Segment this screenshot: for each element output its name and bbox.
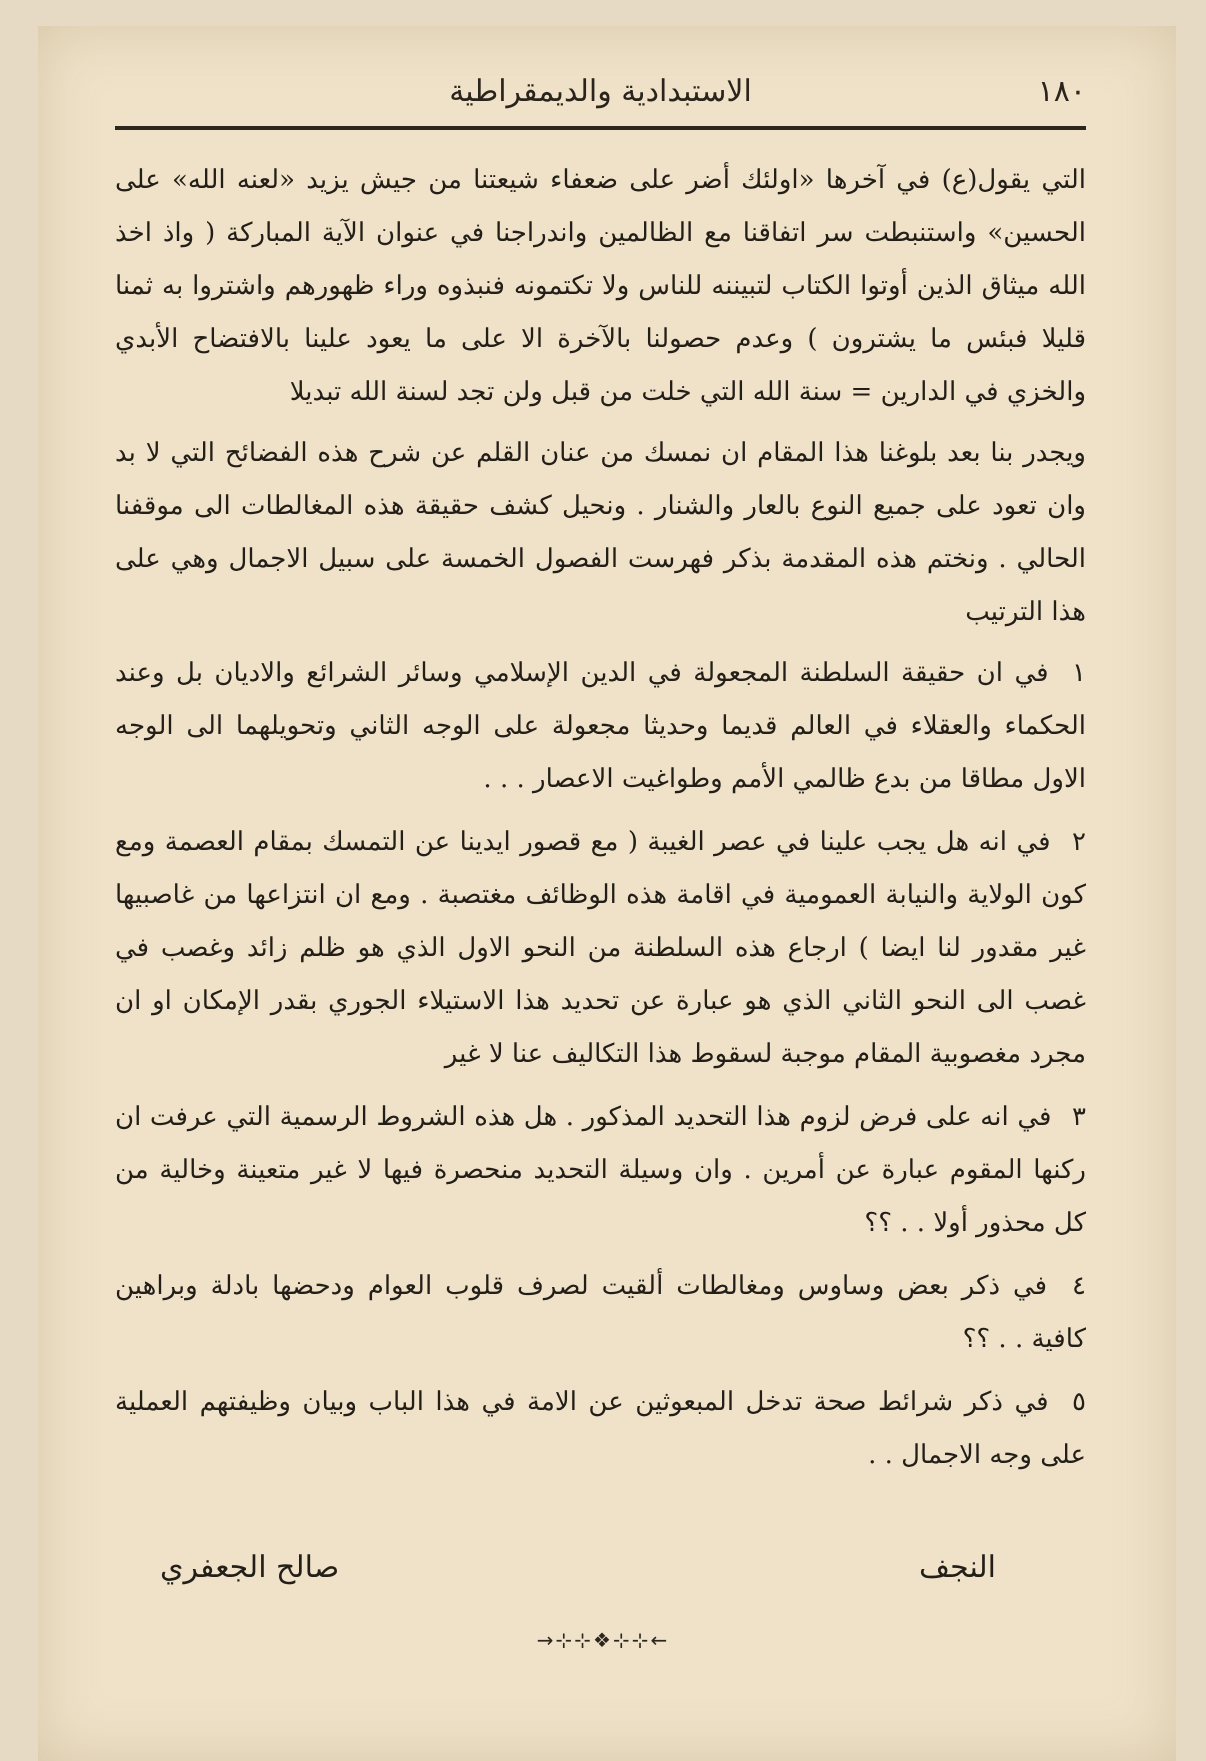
paragraph: ويجدر بنا بعد بلوغنا هذا المقام ان نمسك من عنان القلم عن شرح هذه الفضائح التي لا بد وان تعود على جميع النوع بالعار والشنار . ونحيل كشف حقيقة هذه المغالطات الى موقفنا الحالي . ونختم هذه المقدمة بذكر فهرست الفصول الخمسة على سبيل الاجمال وهي على هذا الترتيب — [115, 438, 1086, 627]
list-item — [115, 1260, 1086, 1366]
running-title: الاستبدادية والديمقراطية — [449, 74, 752, 109]
list-item-number: ٤ — [1072, 1271, 1086, 1301]
list-item-number: ٥ — [1072, 1387, 1087, 1417]
end-ornament: →⊹⊹❖⊹⊹← — [536, 1628, 670, 1652]
page-number: ١٨٠ — [1037, 74, 1086, 109]
paragraph: التي يقول(ع) في آخرها «اولئك أضر على ضعفاء شيعتنا من جيش يزيد «لعنه الله» على الحسين» واستنبطت سر اتفاقنا مع الظالمين واندراجنا في عنوان الآية المباركة ( واذ اخذ الله ميثاق الذين أوتوا الكتاب لتبيننه للناس ولا تكتمونه فنبذوه وراء ظهورهم واشتروا به ثمنا قليلا فبئس ما يشترون ) وعدم حصولنا بالآخرة الا على ما يعود علينا بالافتضاح الأبدي والخزي في الدارين = سنة الله التي خلت من قبل ولن تجد لسنة الله تبديلا — [115, 165, 1086, 407]
list-item — [115, 647, 1086, 806]
list-item-text: في انه على فرض لزوم هذا التحديد المذكور . هل هذه الشروط الرسمية التي عرفت ان ركنها المقوم عبارة عن أمرين . وان وسيلة التحديد منحصرة فيها لا غير متعينة وخالية من كل محذور أولا . . ؟؟ — [115, 1102, 1086, 1238]
page-header — [115, 68, 1086, 128]
list-item-text: في ذكر شرائط صحة تدخل المبعوثين عن الامة في هذا الباب وبيان وظيفتهم العملية على وجه الاجمال . . — [115, 1387, 1086, 1470]
list-item — [115, 1376, 1086, 1482]
page-body — [115, 154, 1086, 1492]
list-item-text: في ذكر بعض وساوس ومغالطات ألقيت لصرف قلوب العوام ودحضها بادلة وبراهين كافية . . ؟؟ — [115, 1271, 1086, 1354]
list-item-number: ١ — [1072, 658, 1086, 688]
signature-author: صالح الجعفري — [160, 1550, 340, 1585]
list-item-number: ٣ — [1072, 1102, 1086, 1132]
list-item-number: ٢ — [1072, 827, 1086, 857]
list-item-text: في انه هل يجب علينا في عصر الغيبة ( مع قصور ايدينا عن التمسك بمقام العصمة ومع كون الولاية والنيابة العمومية في اقامة هذه الوظائف مغتصبة . ومع ان انتزاعها من غاصبيها غير مقدور لنا ايضا ) ارجاع هذه السلطنة من النحو الاول الذي هو ظلم زائد وغصب في غصب الى النحو الثاني الذي هو عبارة عن تحديد هذا الاستيلاء الجوري بقدر الإمكان او ان مجرد مغصوبية المقام موجبة لسقوط هذا التكاليف عنا لا غير — [115, 827, 1086, 1069]
list-item — [115, 816, 1086, 1081]
list-item — [115, 1091, 1086, 1250]
header-rule — [115, 126, 1086, 130]
list-item-text: في ان حقيقة السلطنة المجعولة في الدين الإسلامي وسائر الشرائع والاديان بل وعند الحكماء والعقلاء في العالم قديما وحديثا مجعولة على الوجه الثاني وتحويلهما الى الوجه الاول مطاقا من بدع ظالمي الأمم وطواغيت الاعصار . . . — [115, 658, 1086, 794]
signature-place: النجف — [919, 1550, 996, 1585]
